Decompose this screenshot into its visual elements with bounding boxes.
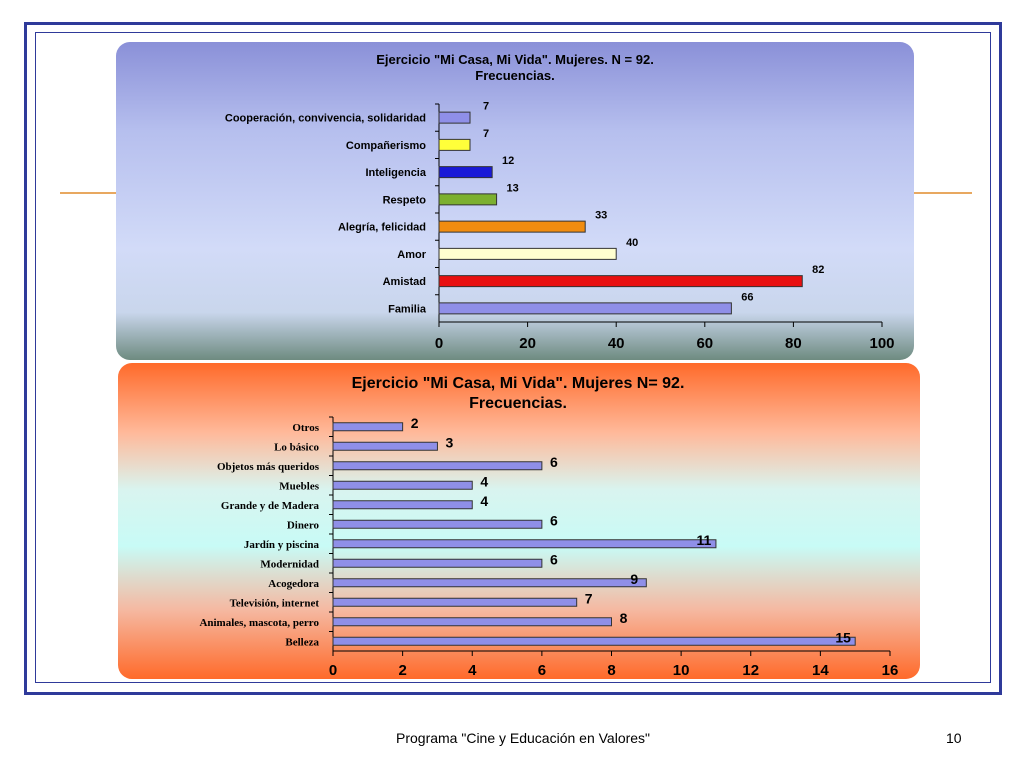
accent-line-left xyxy=(60,192,118,194)
chart-1-bar xyxy=(439,112,470,123)
chart-2-category-label: Otros xyxy=(292,421,319,434)
chart-1-svg xyxy=(116,42,914,360)
chart-1-data-label: 7 xyxy=(482,100,490,113)
chart-2-x-tick-label: 10 xyxy=(672,662,690,679)
chart-home-frequencies xyxy=(118,363,920,679)
chart-2-data-label: 6 xyxy=(549,551,558,568)
chart-1-title: Ejercicio "Mi Casa, Mi Vida". Mujeres. N = 92. xyxy=(376,52,654,67)
chart-1-bar xyxy=(439,303,731,314)
chart-1-x-tick-label: 0 xyxy=(434,335,444,352)
chart-1-bar xyxy=(439,221,585,232)
chart-1-category-label: Cooperación, convivencia, solidaridad xyxy=(224,112,426,125)
chart-1-bar xyxy=(439,139,470,150)
chart-2-category-label: Lo básico xyxy=(274,441,319,454)
chart-2-data-label: 9 xyxy=(630,570,639,587)
chart-2-bar xyxy=(333,462,542,470)
chart-2-bar xyxy=(333,423,403,431)
chart-1-data-label: 82 xyxy=(812,264,825,277)
chart-1-bar xyxy=(439,248,616,259)
chart-2-category-label: Belleza xyxy=(285,636,319,649)
chart-2-x-tick-label: 8 xyxy=(607,662,616,679)
chart-2-category-label: Modernidad xyxy=(260,558,319,571)
chart-2-bar xyxy=(333,598,577,606)
accent-line-right xyxy=(912,192,972,194)
chart-values-frequencies xyxy=(116,42,914,360)
chart-2-bar xyxy=(333,637,855,645)
chart-2-category-label: Objetos más queridos xyxy=(216,460,319,473)
chart-2-title: Ejercicio "Mi Casa, Mi Vida". Mujeres N= 92. xyxy=(351,375,685,392)
chart-1-data-label: 40 xyxy=(626,236,639,249)
chart-1-data-label: 13 xyxy=(506,182,519,195)
chart-2-bar xyxy=(333,559,542,567)
chart-2-category-label: Animales, mascota, perro xyxy=(199,616,319,629)
chart-2-data-label: 4 xyxy=(480,473,489,490)
chart-1-bar xyxy=(439,167,492,178)
chart-2-bar xyxy=(333,442,437,450)
chart-2-x-tick-label: 16 xyxy=(881,662,899,679)
chart-2-data-label: 6 xyxy=(549,453,558,470)
chart-2-data-label: 15 xyxy=(835,629,851,646)
chart-2-bar xyxy=(333,520,542,528)
chart-2-category-label: Dinero xyxy=(286,519,319,532)
chart-1-x-tick-label: 20 xyxy=(519,335,536,352)
chart-2-data-label: 11 xyxy=(696,531,712,548)
chart-2-bar xyxy=(333,618,612,626)
chart-2-svg xyxy=(118,363,920,679)
chart-1-category-label: Familia xyxy=(388,303,426,316)
chart-2-category-label: Televisión, internet xyxy=(229,597,319,610)
chart-2-x-tick-label: 12 xyxy=(742,662,760,679)
chart-2-category-label: Grande y de Madera xyxy=(220,499,319,512)
chart-1-x-tick-label: 60 xyxy=(696,335,714,352)
chart-2-category-label: Acogedora xyxy=(268,577,319,590)
chart-1-x-tick-label: 40 xyxy=(607,335,625,352)
chart-1-category-label: Respeto xyxy=(382,194,426,207)
chart-2-x-tick-label: 6 xyxy=(537,662,547,679)
chart-2-data-label: 6 xyxy=(549,512,558,529)
chart-1-category-label: Amistad xyxy=(382,276,426,289)
chart-1-bar xyxy=(439,194,497,205)
chart-2-data-label: 8 xyxy=(619,609,628,626)
chart-2-bar xyxy=(333,481,472,489)
chart-2-category-label: Muebles xyxy=(279,480,319,493)
chart-2-bar xyxy=(333,540,716,548)
chart-2-x-tick-label: 2 xyxy=(398,662,407,679)
chart-2-x-tick-label: 4 xyxy=(468,662,477,679)
chart-2-data-label: 2 xyxy=(410,414,419,431)
page-number: 10 xyxy=(946,730,962,746)
chart-2-bar xyxy=(333,579,646,587)
chart-1-x-tick-label: 80 xyxy=(785,335,802,352)
chart-1-data-label: 66 xyxy=(741,291,754,304)
chart-2-x-tick-label: 14 xyxy=(812,662,829,679)
chart-1-subtitle: Frecuencias. xyxy=(475,68,555,83)
chart-1-x-tick-label: 100 xyxy=(869,335,895,352)
chart-1-data-label: 33 xyxy=(595,209,608,222)
footer-program-text: Programa "Cine y Educación en Valores" xyxy=(396,730,651,746)
chart-2-data-label: 7 xyxy=(584,590,593,607)
chart-2-data-label: 4 xyxy=(480,492,489,509)
chart-2-subtitle: Frecuencias. xyxy=(469,395,567,412)
chart-1-category-label: Compañerismo xyxy=(345,139,426,152)
chart-1-bar xyxy=(439,276,802,287)
chart-1-data-label: 12 xyxy=(502,155,515,168)
chart-1-category-label: Amor xyxy=(397,248,426,261)
chart-2-category-label: Jardín y piscina xyxy=(243,538,319,551)
chart-1-category-label: Inteligencia xyxy=(365,167,426,180)
chart-2-bar xyxy=(333,501,472,509)
chart-2-x-tick-label: 0 xyxy=(328,662,338,679)
chart-1-category-label: Alegría, felicidad xyxy=(337,221,426,234)
chart-1-data-label: 7 xyxy=(482,127,490,140)
chart-2-data-label: 3 xyxy=(445,434,454,451)
